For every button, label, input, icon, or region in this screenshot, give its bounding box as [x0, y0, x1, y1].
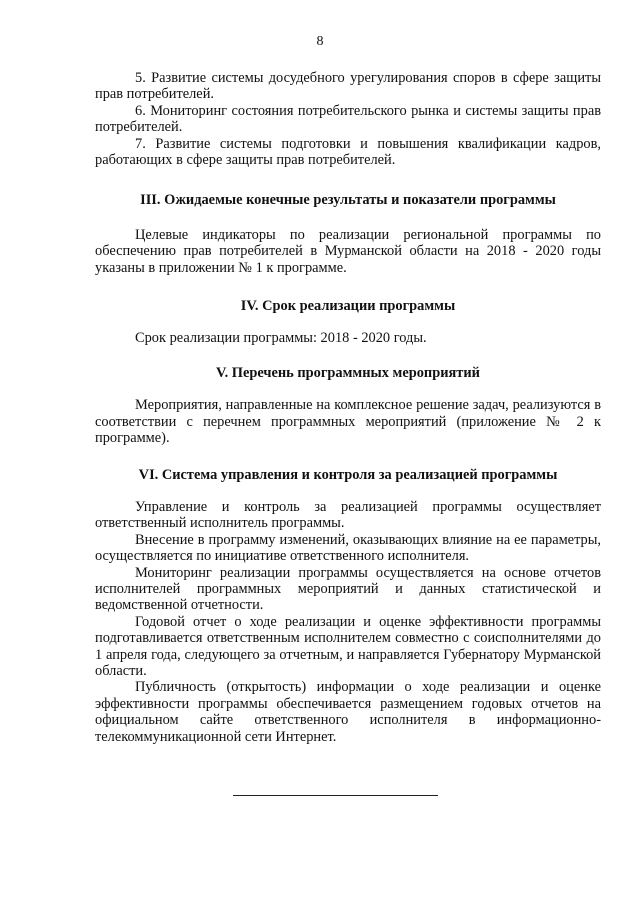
section-6-paragraph-4: Годовой отчет о ходе реализации и оценке эффективности программы подготавливается ответственным исполнителем совместно с соисполнителями до 1 апреля года, следующего за отчетным, и направляется Губернатору Мурманской области. [95, 613, 601, 679]
section-6-heading: VI. Система управления и контроля за реализацией программы [138, 466, 558, 483]
intro-item-7: 7. Развитие системы подготовки и повышения квалификации кадров, работающих в сфере защиты прав потребителей. [95, 135, 601, 169]
section-6-paragraph-3: Мониторинг реализации программы осуществляется на основе отчетов исполнителей программных мероприятий и данных статистической и ведомственной отчетности. [95, 564, 601, 614]
page-content [95, 70, 601, 745]
section-6-paragraph-1: Управление и контроль за реализацией программы осуществляет ответственный исполнитель программы. [95, 498, 601, 532]
end-divider-line [233, 795, 438, 796]
section-6-paragraph-5: Публичность (открытость) информации о ходе реализации и оценке эффективности программы обеспечивается размещением годовых отчетов на официальном сайте ответственного исполнителя в информационно-телекоммуникационной сети Интернет. [95, 679, 601, 745]
section-5-heading: V. Перечень программных мероприятий [216, 364, 480, 381]
section-5-paragraph: Мероприятия, направленные на комплексное решение задач, реализуются в соответствии с перечнем программных мероприятий (приложение № 2 к программе). [95, 397, 601, 447]
section-3-heading: III. Ожидаемые конечные результаты и показатели программы [140, 192, 556, 209]
section-3-paragraph: Целевые индикаторы по реализации региональной программы по обеспечению прав потребителей в Мурманской области на 2018 - 2020 годы указаны в приложении № 1 к программе. [95, 226, 601, 276]
section-4-heading: IV. Срок реализации программы [240, 298, 456, 315]
page-number: 8 [316, 34, 324, 49]
section-4-paragraph: Срок реализации программы: 2018 - 2020 годы. [135, 330, 427, 347]
intro-item-5: 5. Развитие системы досудебного урегулирования споров в сфере защиты прав потребителей. [95, 70, 601, 103]
intro-item-6: 6. Мониторинг состояния потребительского рынка и системы защиты прав потребителей. [95, 102, 601, 136]
section-6-paragraph-2: Внесение в программу изменений, оказывающих влияние на ее параметры, осуществляется по инициативе ответственного исполнителя. [95, 531, 601, 565]
